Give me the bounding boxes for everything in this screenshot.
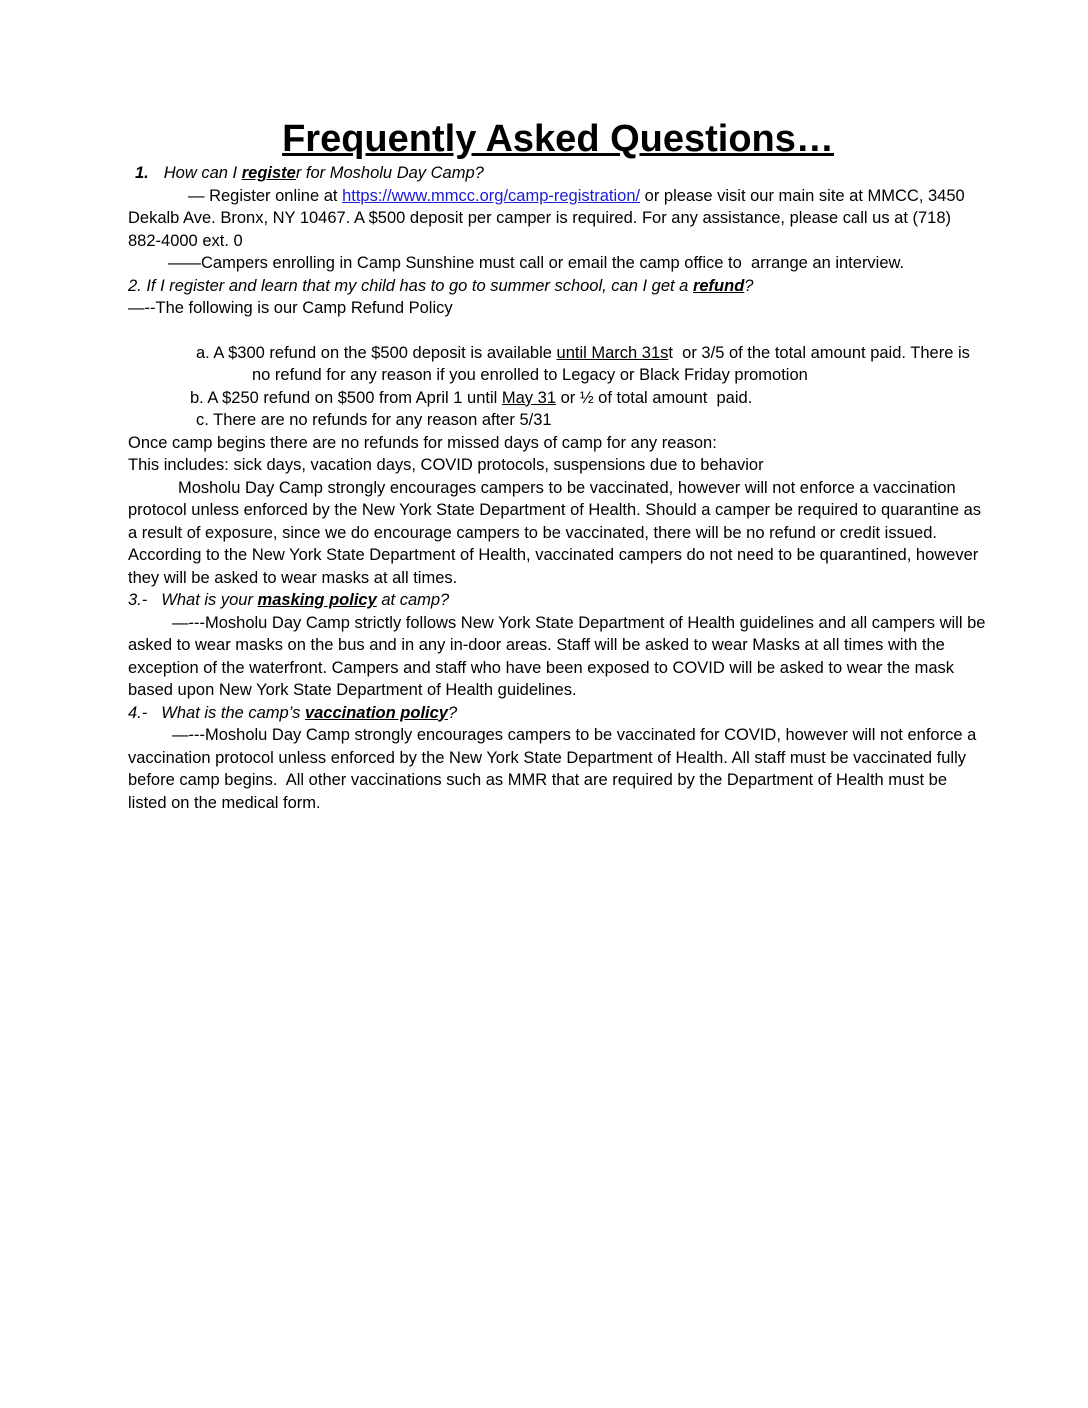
question-1-text: How can I	[163, 164, 242, 182]
faq-document	[128, 116, 991, 814]
question-4-number: 4.-	[128, 703, 148, 722]
question-2-keyword: refund	[692, 276, 745, 295]
question-2-text-end: ?	[744, 276, 754, 295]
no-refund-note-details: This includes: sick days, vacation days, COVID protocols, suspensions due to behavior	[128, 456, 764, 474]
question-4-keyword: vaccination policy	[304, 703, 448, 722]
question-3-keyword: masking policy	[257, 591, 377, 609]
question-1-keyword: registe	[241, 164, 296, 182]
answer-1-text: — Register online at	[188, 186, 343, 205]
answer-1-text-end: or please visit our main site at MMCC, 3450 Dekalb Ave. Bronx, NY 10467. A $500 deposit per camper is required. For any assistance, please call us at (718) 882-4000 ext. 0	[128, 186, 970, 250]
answer-1-sunshine-note: ——Campers enrolling in Camp Sunshine must call or email the camp office to arrange an interview.	[168, 254, 905, 272]
refund-item-c: c. There are no refunds for any reason after 5/31	[196, 411, 552, 429]
refund-policy-intro: —--The following is our Camp Refund Policy	[128, 299, 453, 317]
refund-policy-list	[190, 342, 988, 432]
answer-4: —---Mosholu Day Camp strongly encourages campers to be vaccinated for COVID, however will not enforce a vaccination protocol unless enforced by the New York State Department of Health. All staff must be vaccinated fully before camp begins. All other vaccinations such as MMR that are required by the Department of Health must be listed on the medical form.	[128, 726, 981, 812]
refund-item-a	[190, 342, 988, 387]
question-2-text: 2. If I register and learn that my child has to go to summer school, can I get a	[128, 276, 693, 295]
refund-item-a-text: a. A $300 refund on the $500 deposit is available	[196, 343, 557, 362]
question-1-number: 1.	[135, 164, 149, 182]
no-refund-note: Once camp begins there are no refunds for missed days of camp for any reason:	[128, 433, 717, 452]
question-2	[128, 275, 988, 298]
refund-item-a-text-end: t or 3/5 of the total amount paid. There is no refund for any reason if you enrolled to Legacy or Black Friday promotion	[252, 343, 975, 384]
question-1	[128, 162, 988, 185]
refund-item-b-date: May 31	[501, 388, 556, 407]
question-3-number: 3.-	[128, 591, 148, 609]
question-4-text: What is the camp’s	[161, 703, 305, 722]
question-3	[128, 589, 988, 612]
refund-item-b-text-end: or ½ of total amount paid.	[556, 388, 753, 407]
refund-item-b-text: b. A $250 refund on $500 from April 1 until	[190, 388, 502, 407]
camp-registration-link[interactable]: https://www.mmcc.org/camp-registration/	[342, 186, 641, 205]
answer-1	[128, 185, 988, 253]
question-3-text-end: at camp?	[376, 591, 450, 609]
question-1-text-end: r for Mosholu Day Camp?	[295, 164, 484, 182]
page-title: Frequently Asked Questions…	[282, 118, 834, 160]
refund-item-a-date: until March 31s	[556, 343, 669, 362]
question-3-text: What is your	[161, 591, 258, 609]
vaccination-encouragement-paragraph: Mosholu Day Camp strongly encourages campers to be vaccinated, however will not enforce a vaccination protocol unless enforced by the New York State Department of Health. Should a camper be required to quarantine as a result of exposure, since we do encourage campers to be vaccinated, there will be no refund or credit issued. According to the New York State Department of Health, vaccinated campers do not need to be quarantined, however they will be asked to wear masks at all times.	[128, 478, 986, 587]
refund-item-b	[190, 387, 988, 410]
question-4	[128, 702, 988, 725]
question-4-text-end: ?	[447, 703, 458, 722]
answer-3: —---Mosholu Day Camp strictly follows New York State Department of Health guidelines and all campers will be asked to wear masks on the bus and in any in-door areas. Staff will be asked to wear Masks at all times with the exception of the waterfront. Campers and staff who have been exposed to COVID will be asked to wear the mask based upon New York State Department of Health guidelines.	[128, 613, 991, 699]
